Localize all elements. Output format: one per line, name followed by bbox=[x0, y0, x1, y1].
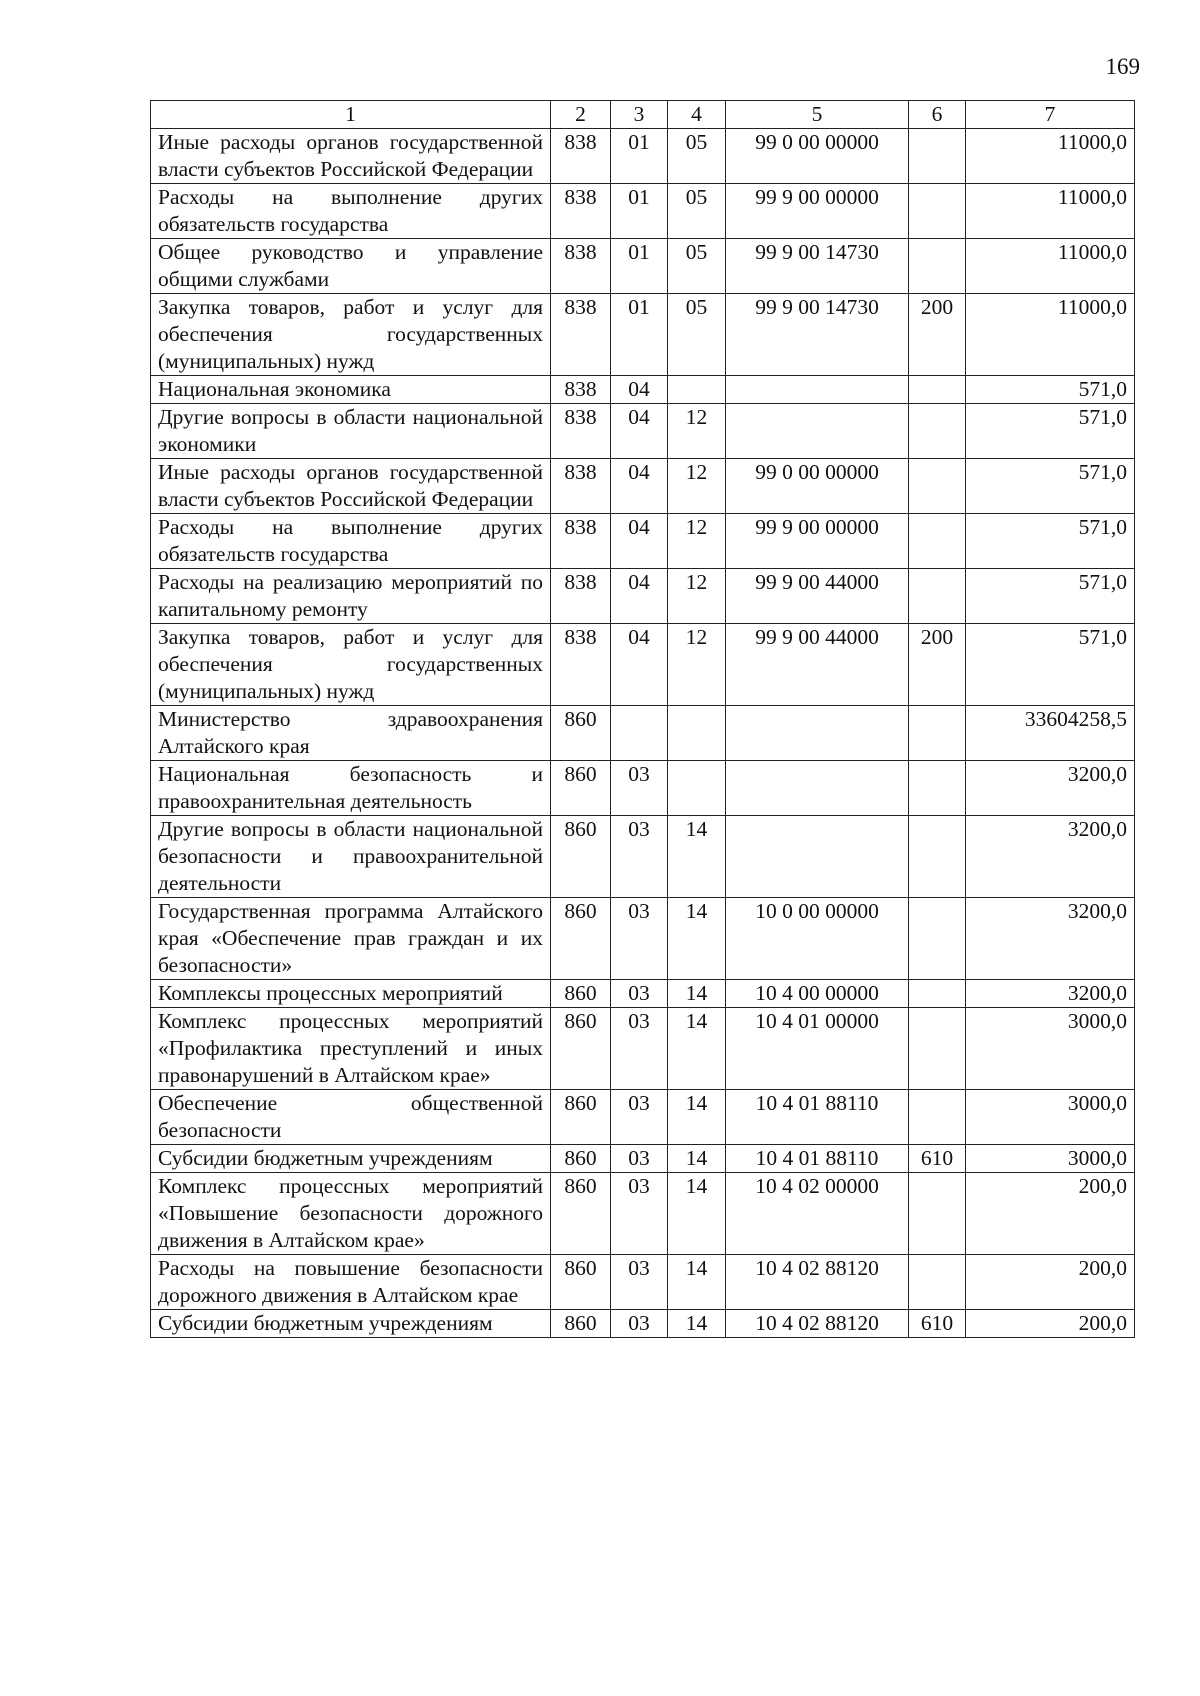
section-cell: 01 bbox=[611, 129, 668, 184]
amount-cell: 200,0 bbox=[966, 1255, 1135, 1310]
table-row bbox=[151, 1008, 1135, 1090]
subsection-cell: 05 bbox=[668, 184, 726, 239]
expense-type-cell: 610 bbox=[909, 1145, 966, 1173]
table-row bbox=[151, 376, 1135, 404]
ministry-code-cell: 838 bbox=[551, 239, 611, 294]
header-row bbox=[151, 101, 1135, 129]
expense-type-cell bbox=[909, 376, 966, 404]
subsection-cell: 12 bbox=[668, 404, 726, 459]
table-row bbox=[151, 761, 1135, 816]
target-article-cell bbox=[726, 706, 909, 761]
table-row bbox=[151, 1173, 1135, 1255]
section-cell: 03 bbox=[611, 816, 668, 898]
target-article-cell: 10 4 02 88120 bbox=[726, 1255, 909, 1310]
amount-cell: 3000,0 bbox=[966, 1008, 1135, 1090]
ministry-code-cell: 838 bbox=[551, 376, 611, 404]
amount-cell: 571,0 bbox=[966, 514, 1135, 569]
expense-type-cell bbox=[909, 569, 966, 624]
expense-type-cell bbox=[909, 980, 966, 1008]
target-article-cell: 99 0 00 00000 bbox=[726, 129, 909, 184]
target-article-cell: 99 9 00 44000 bbox=[726, 569, 909, 624]
table-body bbox=[151, 129, 1135, 1338]
table-row bbox=[151, 980, 1135, 1008]
ministry-code-cell: 838 bbox=[551, 129, 611, 184]
target-article-cell: 99 9 00 14730 bbox=[726, 294, 909, 376]
ministry-code-cell: 860 bbox=[551, 1255, 611, 1310]
section-cell: 04 bbox=[611, 376, 668, 404]
ministry-code-cell: 860 bbox=[551, 980, 611, 1008]
table-row bbox=[151, 1310, 1135, 1338]
expense-name-cell: Иные расходы органов государственной власти субъектов Российской Федерации bbox=[151, 129, 551, 184]
expense-name-cell: Другие вопросы в области национальной безопасности и правоохранительной деятельности bbox=[151, 816, 551, 898]
expense-name-cell: Расходы на повышение безопасности дорожного движения в Алтайском крае bbox=[151, 1255, 551, 1310]
expense-type-cell: 610 bbox=[909, 1310, 966, 1338]
amount-cell: 200,0 bbox=[966, 1310, 1135, 1338]
subsection-cell: 05 bbox=[668, 129, 726, 184]
table-row bbox=[151, 129, 1135, 184]
subsection-cell: 14 bbox=[668, 1145, 726, 1173]
target-article-cell bbox=[726, 816, 909, 898]
expense-type-cell bbox=[909, 459, 966, 514]
amount-cell: 3200,0 bbox=[966, 898, 1135, 980]
amount-cell: 3200,0 bbox=[966, 761, 1135, 816]
ministry-code-cell: 860 bbox=[551, 1145, 611, 1173]
ministry-code-cell: 860 bbox=[551, 1090, 611, 1145]
table-row bbox=[151, 294, 1135, 376]
amount-cell: 3200,0 bbox=[966, 816, 1135, 898]
table-row bbox=[151, 1090, 1135, 1145]
expense-name-cell: Национальная экономика bbox=[151, 376, 551, 404]
section-cell: 03 bbox=[611, 761, 668, 816]
ministry-code-cell: 838 bbox=[551, 184, 611, 239]
ministry-code-cell: 838 bbox=[551, 624, 611, 706]
target-article-cell: 10 4 01 88110 bbox=[726, 1090, 909, 1145]
expense-name-cell: Комплексы процессных мероприятий bbox=[151, 980, 551, 1008]
expense-name-cell: Субсидии бюджетным учреждениям bbox=[151, 1310, 551, 1338]
column-header: 6 bbox=[909, 101, 966, 129]
section-cell: 04 bbox=[611, 459, 668, 514]
section-cell: 04 bbox=[611, 569, 668, 624]
subsection-cell: 14 bbox=[668, 1090, 726, 1145]
subsection-cell bbox=[668, 706, 726, 761]
expense-name-cell: Комплекс процессных мероприятий «Профилактика преступлений и иных правонарушений в Алтайском крае» bbox=[151, 1008, 551, 1090]
expense-type-cell bbox=[909, 239, 966, 294]
amount-cell: 571,0 bbox=[966, 624, 1135, 706]
target-article-cell bbox=[726, 404, 909, 459]
amount-cell: 33604258,5 bbox=[966, 706, 1135, 761]
target-article-cell: 99 9 00 00000 bbox=[726, 184, 909, 239]
subsection-cell: 12 bbox=[668, 514, 726, 569]
table-row bbox=[151, 404, 1135, 459]
target-article-cell bbox=[726, 376, 909, 404]
target-article-cell: 10 4 01 88110 bbox=[726, 1145, 909, 1173]
expense-name-cell: Иные расходы органов государственной власти субъектов Российской Федерации bbox=[151, 459, 551, 514]
expense-type-cell bbox=[909, 184, 966, 239]
subsection-cell: 12 bbox=[668, 459, 726, 514]
expense-type-cell bbox=[909, 404, 966, 459]
section-cell: 03 bbox=[611, 980, 668, 1008]
expense-type-cell bbox=[909, 816, 966, 898]
table-row bbox=[151, 1255, 1135, 1310]
section-cell: 03 bbox=[611, 1173, 668, 1255]
column-header: 3 bbox=[611, 101, 668, 129]
expense-name-cell: Расходы на выполнение других обязательств государства bbox=[151, 184, 551, 239]
target-article-cell: 99 0 00 00000 bbox=[726, 459, 909, 514]
expense-name-cell: Министерство здравоохранения Алтайского края bbox=[151, 706, 551, 761]
section-cell: 04 bbox=[611, 404, 668, 459]
expense-type-cell bbox=[909, 1008, 966, 1090]
table-row bbox=[151, 239, 1135, 294]
target-article-cell: 10 4 00 00000 bbox=[726, 980, 909, 1008]
section-cell: 04 bbox=[611, 514, 668, 569]
target-article-cell: 99 9 00 14730 bbox=[726, 239, 909, 294]
table-row bbox=[151, 184, 1135, 239]
expense-name-cell: Комплекс процессных мероприятий «Повышение безопасности дорожного движения в Алтайском крае» bbox=[151, 1173, 551, 1255]
expense-name-cell: Закупка товаров, работ и услуг для обеспечения государственных (муниципальных) нужд bbox=[151, 624, 551, 706]
table-row bbox=[151, 459, 1135, 514]
target-article-cell: 10 4 01 00000 bbox=[726, 1008, 909, 1090]
ministry-code-cell: 860 bbox=[551, 1008, 611, 1090]
expense-type-cell bbox=[909, 129, 966, 184]
expense-type-cell bbox=[909, 1173, 966, 1255]
section-cell: 03 bbox=[611, 1310, 668, 1338]
target-article-cell: 99 9 00 44000 bbox=[726, 624, 909, 706]
target-article-cell: 99 9 00 00000 bbox=[726, 514, 909, 569]
amount-cell: 571,0 bbox=[966, 569, 1135, 624]
subsection-cell: 12 bbox=[668, 624, 726, 706]
expense-name-cell: Общее руководство и управление общими службами bbox=[151, 239, 551, 294]
section-cell: 01 bbox=[611, 294, 668, 376]
expense-name-cell: Расходы на выполнение других обязательств государства bbox=[151, 514, 551, 569]
target-article-cell bbox=[726, 761, 909, 816]
expense-name-cell: Государственная программа Алтайского края «Обеспечение прав граждан и их безопасности» bbox=[151, 898, 551, 980]
column-header: 5 bbox=[726, 101, 909, 129]
section-cell: 03 bbox=[611, 1090, 668, 1145]
expense-name-cell: Расходы на реализацию мероприятий по капитальному ремонту bbox=[151, 569, 551, 624]
table-row bbox=[151, 706, 1135, 761]
subsection-cell bbox=[668, 761, 726, 816]
table-row bbox=[151, 1145, 1135, 1173]
amount-cell: 3200,0 bbox=[966, 980, 1135, 1008]
expense-type-cell bbox=[909, 706, 966, 761]
table-row bbox=[151, 898, 1135, 980]
section-cell: 01 bbox=[611, 239, 668, 294]
ministry-code-cell: 860 bbox=[551, 761, 611, 816]
column-header: 7 bbox=[966, 101, 1135, 129]
subsection-cell: 14 bbox=[668, 1008, 726, 1090]
amount-cell: 3000,0 bbox=[966, 1145, 1135, 1173]
amount-cell: 11000,0 bbox=[966, 129, 1135, 184]
section-cell: 03 bbox=[611, 1255, 668, 1310]
expense-name-cell: Другие вопросы в области национальной экономики bbox=[151, 404, 551, 459]
section-cell: 03 bbox=[611, 898, 668, 980]
ministry-code-cell: 838 bbox=[551, 404, 611, 459]
expense-name-cell: Национальная безопасность и правоохранительная деятельность bbox=[151, 761, 551, 816]
ministry-code-cell: 860 bbox=[551, 1173, 611, 1255]
subsection-cell: 05 bbox=[668, 294, 726, 376]
subsection-cell: 14 bbox=[668, 816, 726, 898]
amount-cell: 11000,0 bbox=[966, 294, 1135, 376]
section-cell: 01 bbox=[611, 184, 668, 239]
ministry-code-cell: 860 bbox=[551, 898, 611, 980]
section-cell: 03 bbox=[611, 1008, 668, 1090]
budget-table bbox=[150, 100, 1135, 1338]
section-cell: 04 bbox=[611, 624, 668, 706]
expense-type-cell: 200 bbox=[909, 624, 966, 706]
expense-name-cell: Субсидии бюджетным учреждениям bbox=[151, 1145, 551, 1173]
ministry-code-cell: 860 bbox=[551, 816, 611, 898]
amount-cell: 11000,0 bbox=[966, 239, 1135, 294]
table-row bbox=[151, 624, 1135, 706]
subsection-cell bbox=[668, 376, 726, 404]
amount-cell: 571,0 bbox=[966, 376, 1135, 404]
expense-type-cell bbox=[909, 761, 966, 816]
subsection-cell: 05 bbox=[668, 239, 726, 294]
table-row bbox=[151, 816, 1135, 898]
amount-cell: 200,0 bbox=[966, 1173, 1135, 1255]
ministry-code-cell: 860 bbox=[551, 1310, 611, 1338]
table-row bbox=[151, 514, 1135, 569]
subsection-cell: 14 bbox=[668, 1173, 726, 1255]
column-header: 2 bbox=[551, 101, 611, 129]
expense-type-cell: 200 bbox=[909, 294, 966, 376]
expense-name-cell: Обеспечение общественной безопасности bbox=[151, 1090, 551, 1145]
table-row bbox=[151, 569, 1135, 624]
amount-cell: 571,0 bbox=[966, 404, 1135, 459]
section-cell: 03 bbox=[611, 1145, 668, 1173]
subsection-cell: 14 bbox=[668, 1310, 726, 1338]
subsection-cell: 12 bbox=[668, 569, 726, 624]
expense-type-cell bbox=[909, 1255, 966, 1310]
column-header: 4 bbox=[668, 101, 726, 129]
amount-cell: 11000,0 bbox=[966, 184, 1135, 239]
ministry-code-cell: 838 bbox=[551, 514, 611, 569]
ministry-code-cell: 838 bbox=[551, 569, 611, 624]
subsection-cell: 14 bbox=[668, 898, 726, 980]
ministry-code-cell: 838 bbox=[551, 294, 611, 376]
amount-cell: 571,0 bbox=[966, 459, 1135, 514]
subsection-cell: 14 bbox=[668, 980, 726, 1008]
expense-type-cell bbox=[909, 898, 966, 980]
ministry-code-cell: 860 bbox=[551, 706, 611, 761]
target-article-cell: 10 4 02 00000 bbox=[726, 1173, 909, 1255]
target-article-cell: 10 4 02 88120 bbox=[726, 1310, 909, 1338]
section-cell bbox=[611, 706, 668, 761]
column-header: 1 bbox=[151, 101, 551, 129]
expense-name-cell: Закупка товаров, работ и услуг для обеспечения государственных (муниципальных) нужд bbox=[151, 294, 551, 376]
expense-type-cell bbox=[909, 514, 966, 569]
amount-cell: 3000,0 bbox=[966, 1090, 1135, 1145]
expense-type-cell bbox=[909, 1090, 966, 1145]
target-article-cell: 10 0 00 00000 bbox=[726, 898, 909, 980]
subsection-cell: 14 bbox=[668, 1255, 726, 1310]
ministry-code-cell: 838 bbox=[551, 459, 611, 514]
page-number: 169 bbox=[1105, 54, 1140, 79]
